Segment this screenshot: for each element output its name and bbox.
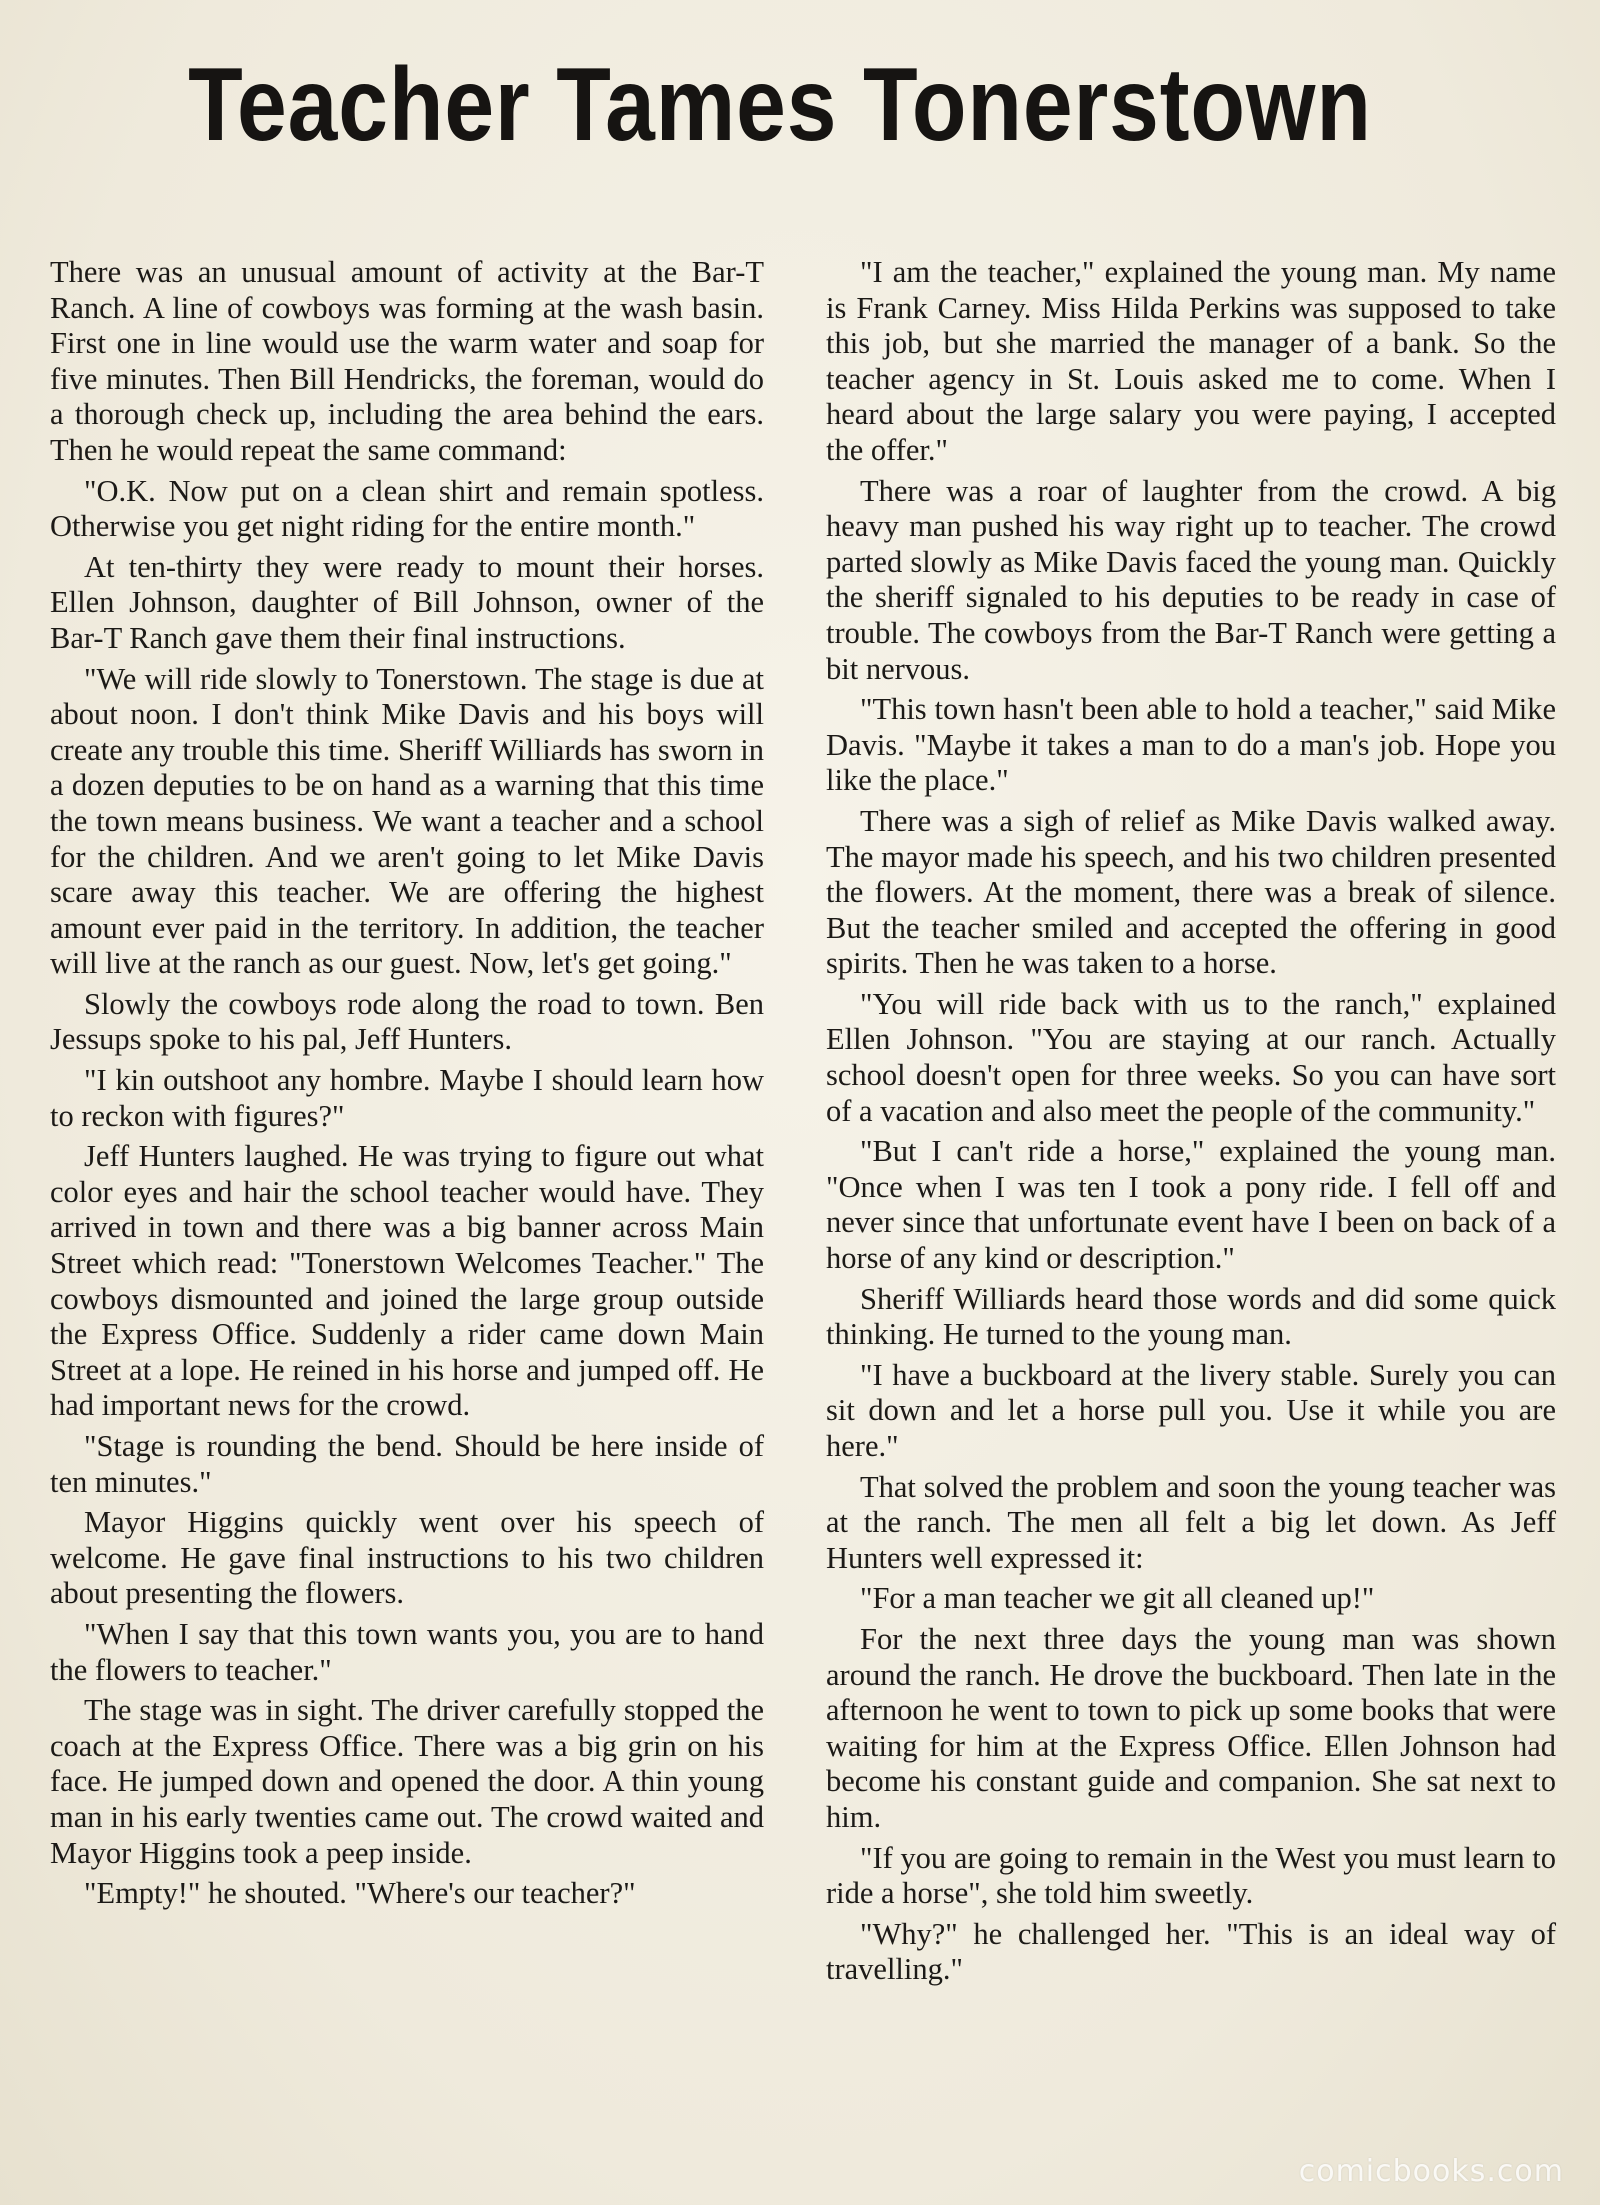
paragraph: "I have a buckboard at the livery stable. Surely you can sit down and let a horse pull you. Use it while you are here." (826, 1357, 1556, 1463)
paragraph: There was a roar of laughter from the crowd. A big heavy man pushed his way right up to teacher. The crowd parted slowly as Mike Davis faced the young man. Quickly the sheriff signaled to his deputies to be ready in case of trouble. The cowboys from the Bar-T Ranch were getting a bit nervous. (826, 473, 1556, 686)
paragraph: "Stage is rounding the bend. Should be here inside of ten minutes." (50, 1429, 764, 1499)
paragraph: At ten-thirty they were ready to mount their horses. Ellen Johnson, daughter of Bill Johnson, owner of the Bar-T Ranch gave them their final instructions. (50, 549, 764, 655)
paragraph: Sheriff Williards heard those words and did some quick thinking. He turned to the young man. (826, 1281, 1556, 1352)
paragraph: Mayor Higgins quickly went over his speech of welcome. He gave final instructions to his two children about presenting the flowers. (50, 1505, 764, 1611)
right-text-column (826, 255, 1556, 1993)
paragraph: Slowly the cowboys rode along the road to town. Ben Jessups spoke to his pal, Jeff Hunters. (50, 986, 764, 1057)
paragraph: "Why?" he challenged her. "This is an ideal way of travelling." (826, 1916, 1556, 1987)
paragraph: "We will ride slowly to Tonerstown. The stage is due at about noon. I don't think Mike Davis and his boys will create any trouble this time. Sheriff Williards has sworn in a dozen deputies to be on hand as a warning that this time the town means business. We want a teacher and a school for the children. And we aren't going to let Mike Davis scare away this teacher. We are offering the highest amount ever paid in the territory. In addition, the teacher will live at the ranch as our guest. Now, let's get going." (50, 661, 764, 981)
paragraph: "I am the teacher," explained the young man. My name is Frank Carney. Miss Hilda Perkins was supposed to take this job, but she married the manager of a bank. So the teacher agency in St. Louis asked me to come. When I heard about the large salary you were paying, I accepted the offer." (826, 255, 1556, 467)
paragraph: There was a sigh of relief as Mike Davis walked away. The mayor made his speech, and his two children presented the flowers. At the moment, there was a break of silence. But the teacher smiled and accepted the offering in good spirits. Then he was taken to a horse. (826, 803, 1556, 981)
story-headline: Teacher Tames Tonerstown (188, 47, 1372, 163)
paragraph: Jeff Hunters laughed. He was trying to figure out what color eyes and hair the school teacher would have. They arrived in town and there was a big banner across Main Street which read: "Tonerstown Welcomes Teacher." The cowboys dismounted and joined the large group outside the Express Office. Suddenly a rider came down Main Street at a lope. He reined in his horse and jumped off. He had important news for the crowd. (50, 1139, 764, 1423)
paragraph: "If you are going to remain in the West you must learn to ride a horse", she told him sweetly. (826, 1840, 1556, 1911)
paragraph: "For a man teacher we git all cleaned up!" (860, 1581, 1375, 1616)
paragraph: The stage was in sight. The driver carefully stopped the coach at the Express Office. There was a big grin on his face. He jumped down and opened the door. A thin young man in his early twenties came out. The crowd waited and Mayor Higgins took a peep inside. (50, 1693, 764, 1870)
paragraph: There was an unusual amount of activity at the Bar-T Ranch. A line of cowboys was forming at the wash basin. First one in line would use the warm water and soap for five minutes. Then Bill Hendricks, the foreman, would do a thorough check up, including the area behind the ears. Then he would repeat the same command: (50, 255, 764, 467)
paragraph: "When I say that this town wants you, you are to hand the flowers to teacher." (50, 1616, 764, 1687)
paragraph: "This town hasn't been able to hold a teacher," said Mike Davis. "Maybe it takes a man to do a man's job. Hope you like the place." (826, 692, 1556, 798)
paragraph: "But I can't ride a horse," explained the young man. "Once when I was ten I took a pony ride. I fell off and never since that unfortunate event have I been on back of a horse of any kind or description." (826, 1134, 1556, 1276)
paragraph: For the next three days the young man was shown around the ranch. He drove the buckboard. Then late in the afternoon he went to town to pick up some books that were waiting for him at the Express Office. Ellen Johnson had become his constant guide and companion. She sat next to him. (826, 1621, 1556, 1834)
paragraph: "I kin outshoot any hombre. Maybe I should learn how to reckon with figures?" (50, 1063, 764, 1133)
site-watermark: comicbooks.com (1298, 2154, 1564, 2189)
paragraph: "You will ride back with us to the ranch," explained Ellen Johnson. "You are staying at our ranch. Actually school doesn't open for three weeks. So you can have sort of a vacation and also meet the people of the community." (826, 986, 1556, 1128)
paragraph: That solved the problem and soon the young teacher was at the ranch. The men all felt a big let down. As Jeff Hunters well expressed it: (826, 1469, 1556, 1575)
left-text-column (50, 255, 764, 1917)
paragraph: "Empty!" he shouted. "Where's our teacher?" (84, 1876, 636, 1911)
paragraph: "O.K. Now put on a clean shirt and remain spotless. Otherwise you get night riding for the entire month." (50, 473, 764, 544)
